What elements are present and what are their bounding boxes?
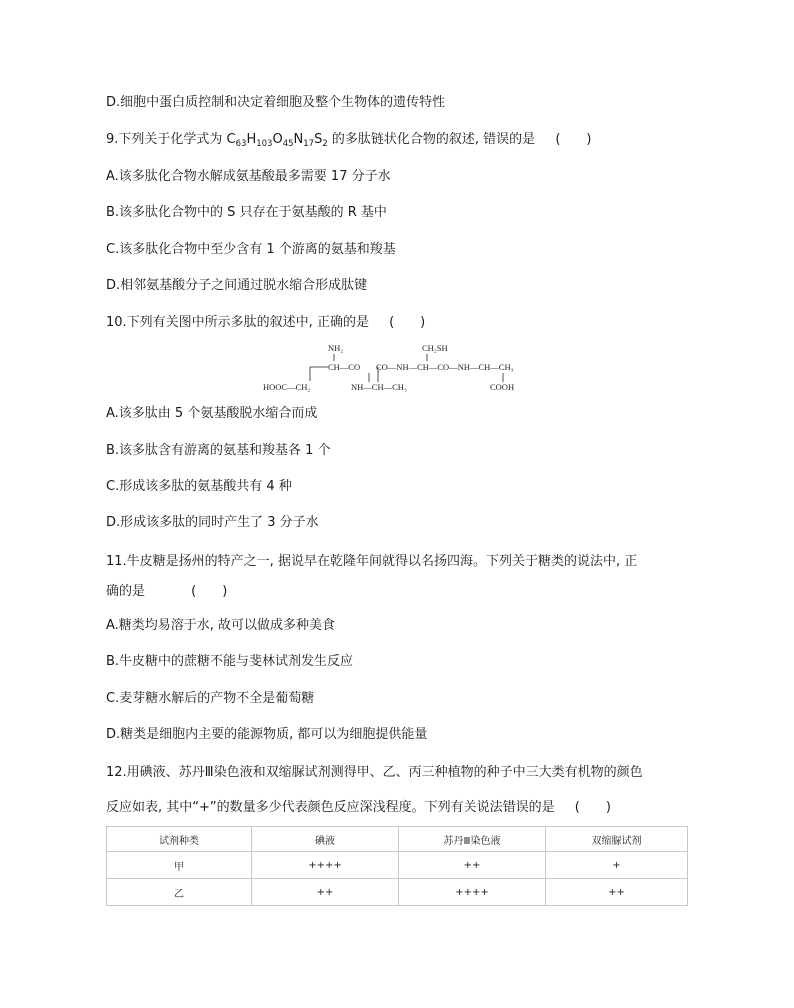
q11-answer-blank: ( )	[191, 584, 228, 599]
table-row	[107, 879, 688, 906]
table-header-cell: 碘液	[252, 827, 399, 852]
q10-option-c: C.形成该多肽的氨基酸共有 4 种	[106, 479, 292, 494]
q11-option-a: A.糖类均易溶于水, 故可以做成多种美食	[106, 618, 336, 633]
struct-main-chain-1: CH—CO	[328, 362, 361, 372]
struct-main-chain-2: CO—NH—CH—CO—NH—CH—CH₃	[376, 362, 514, 372]
q9-option-a: A.该多肽化合物水解成氨基酸最多需要 17 分子水	[106, 169, 391, 184]
q9-stem-suffix: 的多肽链状化合物的叙述, 错误的是	[327, 132, 536, 147]
q10-option-d: D.形成该多肽的同时产生了 3 分子水	[106, 515, 319, 530]
q9-option-d: D.相邻氨基酸分子之间通过脱水缩合形成肽键	[106, 278, 368, 293]
table-cell: ++++	[399, 879, 546, 906]
table-header-cell: 双缩脲试剂	[546, 827, 688, 852]
table-cell: ++++	[252, 852, 399, 879]
q12-stem-line1: 12.用碘液、苏丹Ⅲ染色液和双缩脲试剂测得甲、乙、丙三种植物的种子中三大类有机物的颜色	[106, 765, 643, 780]
peptide-structure-diagram	[258, 340, 548, 396]
q9-option-b: B.该多肽化合物中的 S 只存在于氨基酸的 R 基中	[106, 205, 387, 220]
q11-stem-line1: 11.牛皮糖是扬州的特产之一, 据说早在乾隆年间就得以名扬四海。下列关于糖类的说法中, 正	[106, 554, 638, 569]
q9-stem	[106, 131, 591, 149]
table-cell: +	[546, 852, 688, 879]
q11-stem-line2: 确的是 ( )	[106, 584, 228, 599]
q11-option-c: C.麦芽糖水解后的产物不全是葡萄糖	[106, 691, 315, 706]
table-cell: ++	[546, 879, 688, 906]
table-header-cell: 苏丹Ⅲ染色液	[399, 827, 546, 852]
q10-option-b: B.该多肽含有游离的氨基和羧基各 1 个	[106, 443, 331, 458]
table-header-row	[107, 827, 688, 852]
struct-nh2: NH₂	[328, 343, 344, 353]
q9-chemical-formula: $C_{63}H_{103}O_{45}N_{17}S_2$	[226, 132, 328, 149]
table-cell: 乙	[107, 879, 252, 906]
struct-cooh: COOH	[490, 382, 515, 392]
q10-stem: 10.下列有关图中所示多肽的叙述中, 正确的是 ( )	[106, 315, 426, 330]
q12-stem-line2: 反应如表, 其中“+”的数量多少代表颜色反应深浅程度。下列有关说法错误的是 ( )	[106, 800, 611, 815]
reagent-results-table	[106, 826, 688, 906]
q11-option-d: D.糖类是细胞内主要的能源物质, 都可以为细胞提供能量	[106, 727, 428, 742]
q9-option-c: C.该多肽化合物中至少含有 1 个游离的氨基和羧基	[106, 242, 396, 257]
q10-option-a: A.该多肽由 5 个氨基酸脱水缩合而成	[106, 406, 318, 421]
table-cell: 甲	[107, 852, 252, 879]
q11-option-b: B.牛皮糖中的蔗糖不能与斐林试剂发生反应	[106, 654, 354, 669]
struct-ch2sh: CH₂SH	[422, 343, 448, 353]
struct-bottom-left: HOOC—CH₂	[263, 382, 311, 392]
struct-bottom-mid: NH—CH—CH₃	[351, 382, 407, 392]
table-header-cell: 试剂种类	[107, 827, 252, 852]
q10-answer-blank: ( )	[389, 315, 426, 330]
table-row	[107, 852, 688, 879]
q8-option-d: D.细胞中蛋白质控制和决定着细胞及整个生物体的遗传特性	[106, 95, 446, 110]
q9-answer-blank: ( )	[555, 132, 592, 147]
table-cell: ++	[399, 852, 546, 879]
q12-answer-blank: ( )	[574, 800, 611, 815]
table-cell: ++	[252, 879, 399, 906]
q9-stem-prefix: 9.下列关于化学式为	[106, 132, 227, 147]
